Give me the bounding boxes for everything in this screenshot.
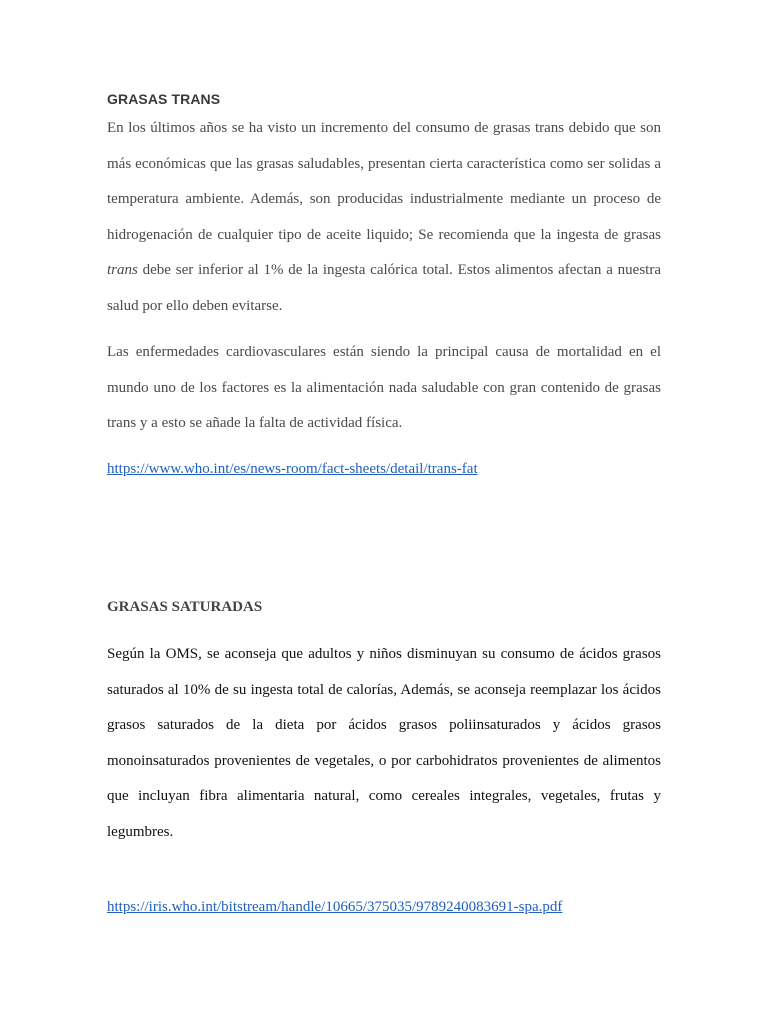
paragraph-text: En los últimos años se ha visto un incremento del consumo de grasas trans debido que son más económicas que las grasas saludables, presentan cierta característica como ser solidas a temperatura ambiente. Además, son producidas industrialmente mediante un proceso de hidrogenación de cualquier tipo de aceite liquido; Se recomienda que la ingesta de grasas — [107, 120, 661, 243]
paragraph-cardiovascular: Las enfermedades cardiovasculares están siendo la principal causa de mortalidad en el mundo uno de los factores es la alimentación nada saludable con gran contenido de grasas trans y a esto se añade la falta de actividad física. — [107, 344, 661, 432]
who-trans-fat-link[interactable]: https://www.who.int/es/news-room/fact-sheets/detail/trans-fat — [107, 461, 478, 477]
italic-term-trans: trans — [107, 262, 138, 279]
who-iris-pdf-link[interactable]: https://iris.who.int/bitstream/handle/10665/375035/9789240083691-spa.pdf — [107, 899, 563, 915]
section-heading-grasas-saturadas: GRASAS SATURADAS — [107, 599, 263, 615]
paragraph-text: debe ser inferior al 1% de la ingesta calórica total. Estos alimentos afectan a nuestra salud por ello deben evitarse. — [107, 262, 661, 314]
paragraph-grasas-saturadas: Según la OMS, se aconseja que adultos y niños disminuyan su consumo de ácidos grasos saturados al 10% de su ingesta total de calorías, Además, se aconseja reemplazar los ácidos grasos saturados de la dieta por ácidos grasos poliinsaturados y ácidos grasos monoinsaturados provenientes de vegetales, o por carbohidratos provenientes de alimentos que incluyan fibra alimentaria natural, como cereales integrales, vegetales, frutas y legumbres. — [107, 646, 661, 840]
section-heading-grasas-trans: GRASAS TRANS — [107, 91, 221, 107]
paragraph-grasas-trans-intro — [107, 111, 661, 325]
